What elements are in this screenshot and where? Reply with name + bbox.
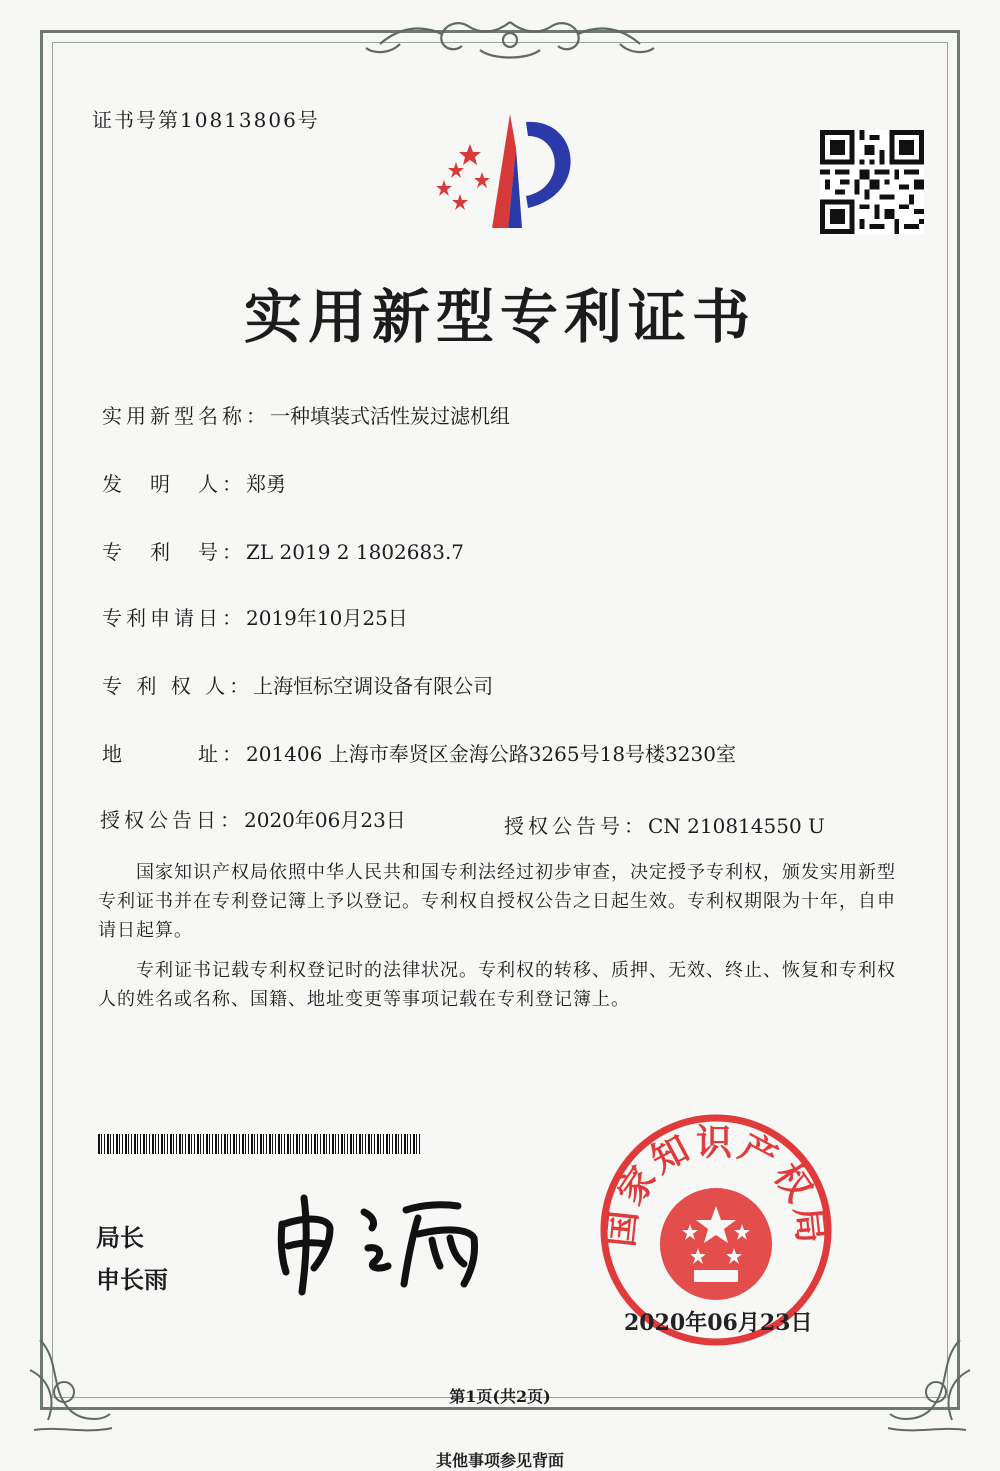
field-value: CN 210814550 U bbox=[648, 814, 825, 838]
certificate-title: 实用新型专利证书 bbox=[243, 283, 756, 351]
body-paragraph: 专利证书记载专利权登记时的法律状况。专利权的转移、质押、无效、终止、恢复和专利权人的姓名或名称、国籍、地址变更等事项记载在专利登记簿上。 bbox=[98, 960, 896, 1010]
field-grant-announcement-number bbox=[504, 810, 825, 839]
field-label: 专利申请日： bbox=[102, 606, 246, 630]
barcode bbox=[98, 1134, 420, 1154]
field-value: 一种填装式活性炭过滤机组 bbox=[270, 404, 510, 428]
director-title: 局长 bbox=[96, 1223, 144, 1252]
field-value: 2020年06月23日 bbox=[244, 808, 406, 832]
field-inventor bbox=[102, 468, 286, 497]
field-label: 授权公告日： bbox=[100, 808, 244, 832]
field-label: 实用新型名称： bbox=[102, 404, 270, 428]
field-value: 上海恒标空调设备有限公司 bbox=[253, 674, 494, 698]
field-label: 地 址： bbox=[102, 742, 246, 766]
body-paragraph: 国家知识产权局依照中华人民共和国专利法经过初步审查，决定授予专利权，颁发实用新型专利证书并在专利登记簿上予以登记。专利权自授权公告之日起生效。专利权期限为十年，自申请日起算。 bbox=[98, 862, 896, 941]
field-utility-model-name bbox=[102, 400, 510, 429]
field-value: ZL 2019 2 1802683.7 bbox=[246, 540, 465, 564]
field-patent-number bbox=[102, 536, 464, 565]
national-emblem-icon bbox=[660, 1188, 772, 1300]
seal-date: 2020年06月23日 bbox=[624, 1310, 813, 1336]
field-value: 201406 上海市奉贤区金海公路3265号18号楼3230室 bbox=[246, 742, 736, 766]
top-ornament bbox=[360, 14, 660, 66]
certificate-number: 证书号第10813806号 bbox=[92, 108, 320, 132]
field-address bbox=[102, 738, 736, 767]
field-label: 专 利 权 人： bbox=[102, 674, 254, 698]
cnipa-logo bbox=[430, 108, 590, 230]
footer-note: 其他事项参见背面 bbox=[435, 1451, 564, 1470]
field-label: 授权公告号： bbox=[504, 814, 648, 838]
field-patentee bbox=[102, 670, 493, 699]
field-value: 郑勇 bbox=[246, 472, 286, 496]
logo-stars-icon bbox=[436, 144, 490, 210]
field-application-date bbox=[102, 602, 408, 631]
seal-text: 国家知识产权局 bbox=[599, 1121, 833, 1249]
qr-code bbox=[820, 130, 924, 234]
page-number: 第1页(共2页) bbox=[449, 1387, 551, 1406]
field-grant-announcement-date bbox=[100, 804, 406, 833]
field-value: 2019年10月25日 bbox=[246, 606, 408, 630]
field-label: 发 明 人： bbox=[102, 472, 246, 496]
director-signature bbox=[268, 1188, 508, 1298]
director-name: 申长雨 bbox=[96, 1265, 168, 1294]
field-label: 专 利 号： bbox=[102, 540, 246, 564]
